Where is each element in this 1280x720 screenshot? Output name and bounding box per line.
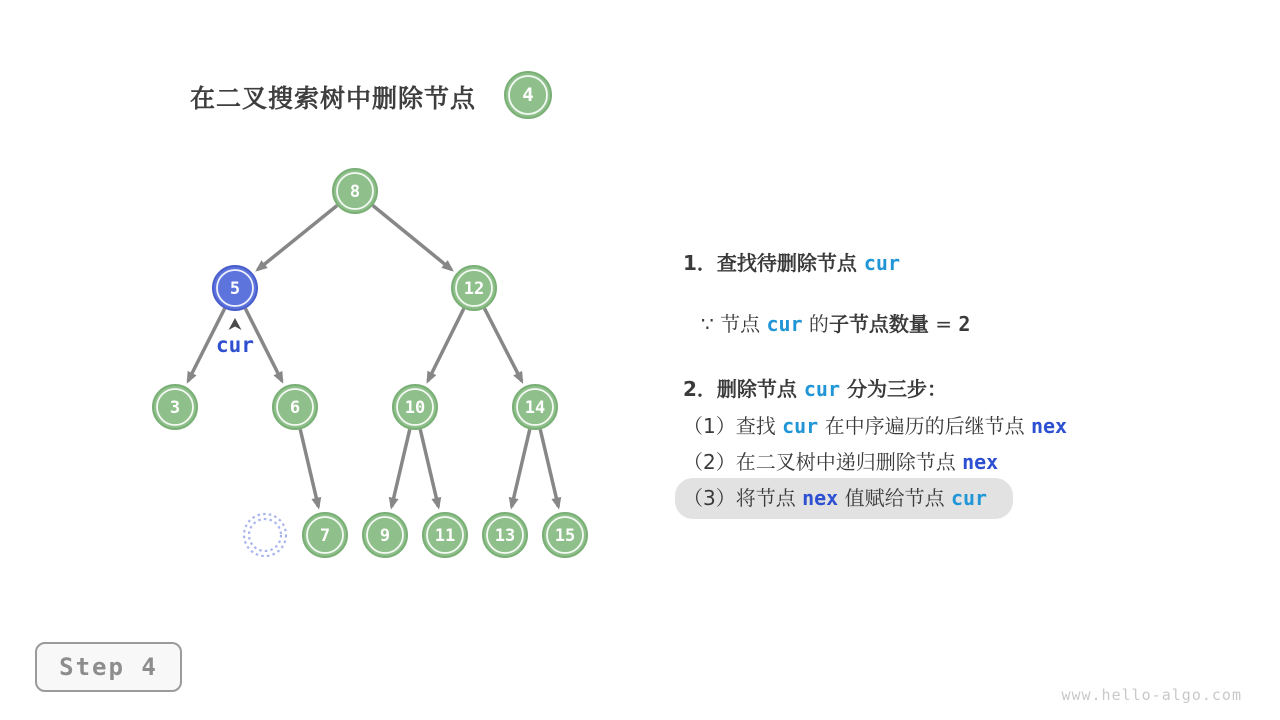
tree-node-value: 6 <box>289 398 301 418</box>
tree-edge-8-5 <box>258 205 338 269</box>
panel-text: = <box>928 312 959 336</box>
tree-node-value: 13 <box>494 526 516 546</box>
cur-pointer <box>216 318 254 357</box>
panel-line <box>683 411 1223 441</box>
watermark: www.hello-algo.com <box>1061 686 1242 704</box>
panel-text: （3）将节点 <box>683 486 803 510</box>
panel-line <box>683 447 1223 477</box>
explanation-panel <box>683 248 1223 519</box>
tree-node-13 <box>483 513 527 557</box>
panel-line <box>683 309 1223 339</box>
cur-token: cur <box>863 251 901 275</box>
nex-token: nex <box>962 450 999 474</box>
tree-edge-10-11 <box>420 429 438 506</box>
tree-node-value: 11 <box>434 526 456 546</box>
tree-edge-12-10 <box>428 309 464 381</box>
tree-edge-12-14 <box>484 308 521 381</box>
panel-text: 1．查找待删除节点 <box>683 251 864 275</box>
tree-node-9 <box>363 513 407 557</box>
tree-node-7 <box>303 513 347 557</box>
tree-node-value: 14 <box>524 398 546 418</box>
panel-line <box>683 374 1223 404</box>
panel-text: 子节点数量 <box>828 312 929 336</box>
nex-token: nex <box>802 486 839 510</box>
tree-node-5 <box>213 266 257 310</box>
tree-node-11 <box>423 513 467 557</box>
step-indicator-label: Step 4 <box>59 653 158 681</box>
title-step-badge <box>505 72 551 118</box>
panel-text: ∵ 节点 <box>701 312 767 336</box>
tree-node-value: 12 <box>463 279 485 299</box>
page-title: 在二叉搜索树中删除节点 <box>190 84 477 113</box>
tree-node-value: 8 <box>349 182 361 202</box>
tree-node-value: 3 <box>169 398 181 418</box>
tree-node-10 <box>393 385 437 429</box>
tree-node-placeholder <box>244 514 286 556</box>
tree-node-15 <box>543 513 587 557</box>
panel-line <box>683 248 1223 278</box>
binary-search-tree-diagram <box>0 0 640 620</box>
panel-text: 2．删除节点 <box>683 377 804 401</box>
tree-node-value: 9 <box>379 526 391 546</box>
tree-node-value: 15 <box>554 526 576 546</box>
step-indicator <box>35 642 182 692</box>
panel-text: 2 <box>958 312 971 336</box>
tree-node-value: 5 <box>229 279 241 299</box>
tree-node-12 <box>452 266 496 310</box>
tree-edge-10-9 <box>392 429 410 506</box>
cur-token: cur <box>766 312 803 336</box>
tree-node-value: 7 <box>319 526 331 546</box>
tree-node-8 <box>333 169 377 213</box>
cur-token: cur <box>782 414 819 438</box>
tree-edge-8-12 <box>373 206 452 270</box>
tree-edge-14-15 <box>540 429 558 506</box>
panel-text: 分为三步： <box>840 377 947 401</box>
panel-text: 在中序遍历的后继节点 <box>818 414 1031 438</box>
panel-text: 值赋给节点 <box>838 486 951 510</box>
tree-node-value: 4 <box>522 84 534 106</box>
tree-node-14 <box>513 385 557 429</box>
nex-token: nex <box>1030 414 1068 438</box>
panel-line-highlighted <box>675 478 1013 519</box>
panel-text: （1）查找 <box>683 414 783 438</box>
tree-node-6 <box>273 385 317 429</box>
tree-node-3 <box>153 385 197 429</box>
tree-edge-14-13 <box>512 429 530 506</box>
tree-edge-6-7 <box>300 429 318 506</box>
cur-token: cur <box>803 377 841 401</box>
panel-text: （2）在二叉树中递归删除节点 <box>683 450 963 474</box>
cur-token: cur <box>950 486 988 510</box>
tree-node-value: 10 <box>404 398 426 418</box>
cur-pointer-label: cur <box>216 333 254 357</box>
panel-text: 的 <box>802 312 829 336</box>
